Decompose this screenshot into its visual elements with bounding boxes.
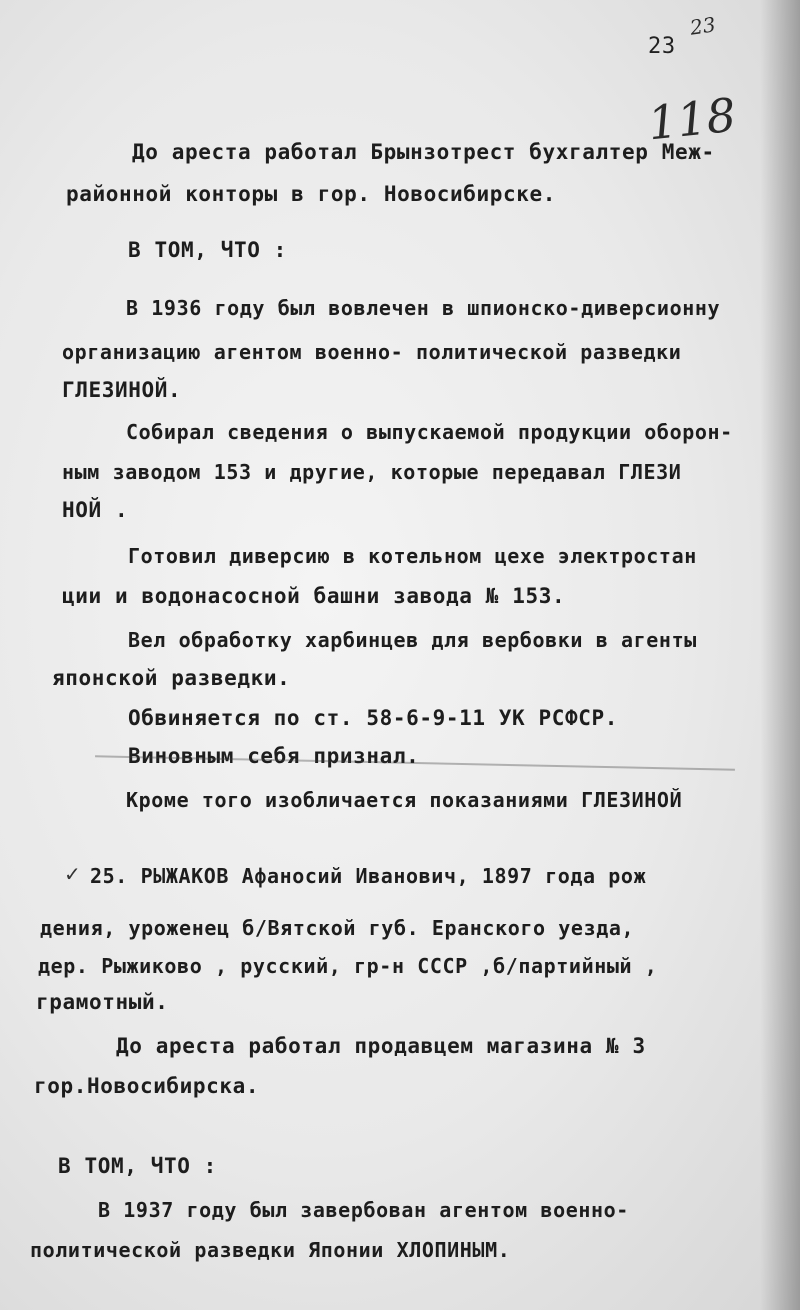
text-line: Виновным себя признал. xyxy=(128,744,420,768)
text-line: До ареста работал продавцем магазина № 3 xyxy=(116,1034,646,1058)
text-line: До ареста работал Брынзотрест бухгалтер Меж- xyxy=(132,140,715,164)
text-line: Кроме того изобличается показаниями ГЛЕЗИНОЙ xyxy=(126,788,683,812)
check-mark-icon: ✓ xyxy=(64,862,81,886)
text-line: В 1936 году был вовлечен в шпионско-диверсионну xyxy=(126,296,721,320)
handwritten-page-annotation: 23 xyxy=(688,12,717,40)
text-line: гор.Новосибирска. xyxy=(34,1074,260,1098)
text-line: Собирал сведения о выпускаемой продукции оборон- xyxy=(126,420,733,444)
handwritten-folio-mark: 118 xyxy=(645,87,739,151)
section-heading: В ТОМ, ЧТО : xyxy=(58,1154,217,1178)
text-line: ГЛЕЗИНОЙ. xyxy=(62,378,182,402)
text-line: Готовил диверсию в котельном цехе электростан xyxy=(128,544,697,568)
text-line: дения, уроженец б/Вятской губ. Еранского уезда, xyxy=(40,916,635,940)
text-line: дер. Рыжиково , русский, гр-н СССР ,б/партийный , xyxy=(38,954,658,978)
text-line: В 1937 году был завербован агентом военно- xyxy=(98,1198,629,1222)
text-line: Обвиняется по ст. 58-6-9-11 УК РСФСР. xyxy=(128,706,618,730)
page-number: 23 xyxy=(648,34,676,59)
text-line: японской разведки. xyxy=(52,666,291,690)
text-line: политической разведки Японии ХЛОПИНЫМ. xyxy=(30,1238,511,1262)
text-line: НОЙ . xyxy=(62,498,129,522)
text-line: районной конторы в гор. Новосибирске. xyxy=(66,182,556,206)
text-line: Вел обработку харбинцев для вербовки в агенты xyxy=(128,628,697,652)
text-line: грамотный. xyxy=(36,990,169,1014)
text-line: организацию агентом военно- политической разведки xyxy=(62,340,682,364)
text-line: 25. РЫЖАКОВ Афаносий Иванович, 1897 года рож xyxy=(90,864,647,888)
page-edge-shadow xyxy=(760,0,800,1310)
text-line: ным заводом 153 и другие, которые передавал ГЛЕЗИ xyxy=(62,460,682,484)
text-line: ции и водонасосной башни завода № 153. xyxy=(62,584,566,608)
section-heading: В ТОМ, ЧТО : xyxy=(128,238,287,262)
